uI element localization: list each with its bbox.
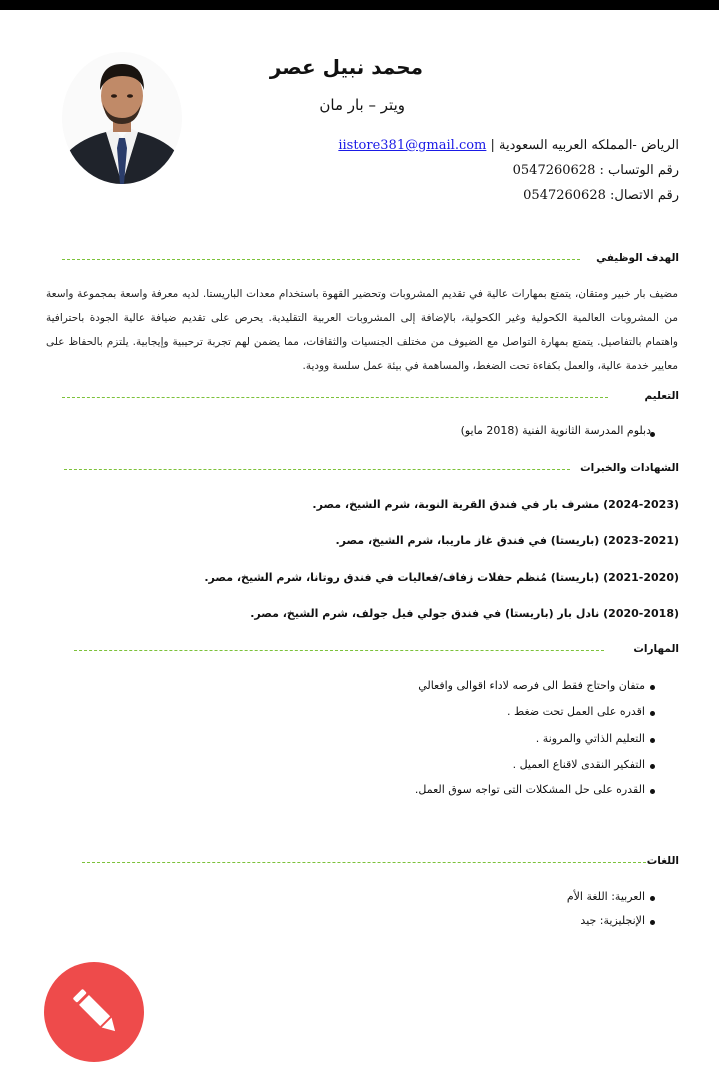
phone-number: 0547260628 (523, 188, 606, 203)
languages-divider (82, 862, 646, 863)
pencil-icon (44, 962, 144, 1062)
profile-photo (62, 52, 182, 184)
skill-bullet (650, 711, 655, 716)
phone-label: رقم الاتصال: (610, 188, 679, 203)
experience-item: (2024-2023) مشرف بار في فندق القرية النوبة، شرم الشيخ، مصر. (312, 498, 679, 511)
objective-title: الهدف الوظيفي (596, 252, 679, 264)
education-divider (62, 397, 608, 398)
skill-bullet (650, 764, 655, 769)
skill-item: متفان واحتاج فقط الى فرصه لاداء اقوالى وافعالي (418, 679, 645, 692)
skills-title: المهارات (633, 643, 679, 655)
separator: | (486, 138, 495, 153)
skills-divider (74, 650, 604, 651)
skill-bullet (650, 789, 655, 794)
job-title: ويتر – بار مان (319, 96, 405, 114)
experience-item: (2021-2020) (باريستا) مُنظم حفلات زفاف/فعاليات في فندق روتانا، شرم الشيخ، مصر. (204, 571, 679, 584)
edit-fab-button[interactable] (44, 962, 144, 1062)
experience-item: (2023-2021) (باريستا) في فندق غاز ماريبا، شرم الشيخ، مصر. (335, 534, 679, 547)
objective-text: مضيف بار خبير ومتقان، يتمتع بمهارات عالية في تقديم المشروبات وتحضير القهوة باستخدام معدات الباريستا. لديه معرفة واسعة بمجموعة واسعة من المشروبات العالمية الكحولية وغير الكحولية، بالإضافة إلى المشروبات العربية التقليدية. يحرص على تقديم ضيافة عالية الجودة باحترافية واهتمام بالتفاصيل. يتمتع بمهارة التواصل مع الضيوف من مختلف الجنسيات والثقافات، مما يضمن لهم تجربة ترحيبية وإيجابية. يلتزم بالحفاظ على معايير خدمة عالية، والعمل بكفاءة تحت الضغط، والمساهمة في بيئة عمل سلسة وودية. (46, 288, 678, 372)
education-item: دبلوم المدرسة الثانوية الفنية (2018 مايو) (460, 424, 651, 437)
location: الرياض -المملكه العربيه السعودية (499, 138, 679, 153)
objective-divider (62, 259, 580, 260)
experience-title: الشهادات والخبرات (580, 462, 679, 474)
phone-line (523, 188, 679, 203)
skill-item: اقدره على العمل تحت ضغط . (507, 705, 645, 718)
language-bullet (650, 920, 655, 925)
skill-bullet (650, 685, 655, 690)
candidate-name: محمد نبيل عصر (269, 55, 423, 79)
skill-bullet (650, 738, 655, 743)
top-bar (0, 0, 719, 10)
language-item: العربية: اللغة الأم (566, 890, 645, 903)
skill-item: التعليم الذاتي والمرونة . (535, 732, 645, 745)
languages-title: اللغات (646, 855, 679, 867)
experience-divider (64, 469, 570, 470)
education-title: التعليم (644, 390, 679, 402)
experience-item: (2020-2018) نادل بار (باريستا) في فندق جولي فيل جولف، شرم الشيخ، مصر. (250, 607, 679, 620)
skill-item: التفكير النقدى لاقناع العميل . (512, 758, 645, 771)
location-email-line (338, 138, 679, 153)
language-bullet (650, 896, 655, 901)
whatsapp-number: 0547260628 (512, 163, 596, 178)
whatsapp-line (513, 163, 679, 178)
whatsapp-label: رقم الوتساب : (599, 163, 679, 178)
language-item: الإنجليزية: جيد (580, 914, 645, 927)
email-link[interactable]: iistore381@gmail.com (338, 138, 487, 153)
skill-item: القدره على حل المشكلات التى تواجه سوق العمل. (414, 783, 645, 796)
